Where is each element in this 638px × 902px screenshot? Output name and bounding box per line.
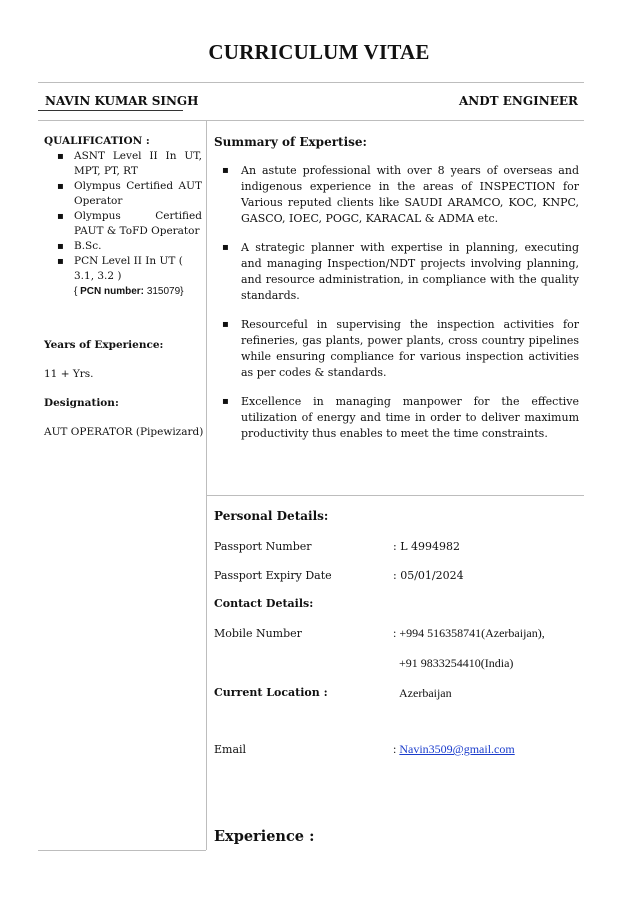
passport-expiry-label: Passport Expiry Date <box>214 569 332 582</box>
email-link[interactable]: Navin3509@gmail.com <box>399 742 515 756</box>
summary-item: ▪ Resourceful in supervising the inspection activities for refineries, gas plants, power plants, cross country pipelines while ensuring compliance for various inspection activities as per codes & standards. <box>214 317 579 381</box>
email-label: Email <box>214 743 247 756</box>
document-title: CURRICULUM VITAE <box>208 40 430 64</box>
left-bottom-rule <box>38 850 206 851</box>
passport-expiry-value: : 05/01/2024 <box>393 569 464 582</box>
contact-details-heading: Contact Details: <box>214 597 314 610</box>
summary-list <box>214 163 579 455</box>
passport-value: : L 4994982 <box>393 540 460 553</box>
summary-item: ▪ Excellence in managing manpower for the effective utilization of energy and time in order to deliver maximum productivity thus enables to meet the time constraints. <box>214 394 579 442</box>
summary-bottom-rule <box>206 495 584 496</box>
summary-item: ▪ An astute professional with over 8 years of overseas and indigenous experience in the areas of INSPECTION for Various reputed clients like SAUDI ARAMCO, KOC, KNPC, GASCO, IOEC, POGC, KARACAL & ADMA etc. <box>214 163 579 227</box>
email-prefix: : <box>393 742 397 756</box>
pcn-open-brace: { <box>74 286 78 297</box>
summary-item: ▪ A strategic planner with expertise in planning, executing and managing Inspection/NDT projects involving planning, and resource administration, in compliance with the quality standards. <box>214 240 579 304</box>
name-underline <box>38 110 183 111</box>
mobile-value-secondary: +91 9833254410(India) <box>399 656 514 670</box>
pcn-label: PCN number: <box>80 286 145 297</box>
passport-label: Passport Number <box>214 540 312 553</box>
candidate-name: NAVIN KUMAR SINGH <box>45 94 199 108</box>
qualification-item: ▪ B.Sc. <box>44 239 202 254</box>
designation-value: AUT OPERATOR (Pipewizard) <box>44 426 204 438</box>
qualification-heading: QUALIFICATION : <box>44 135 150 147</box>
qualification-item: ▪ Olympus Certified AUT Operator <box>44 179 202 209</box>
experience-heading: Experience : <box>214 828 315 845</box>
pcn-value: 315079} <box>146 286 184 297</box>
current-location-label: Current Location : <box>214 686 328 699</box>
name-bar <box>45 94 578 110</box>
column-divider <box>206 120 207 850</box>
current-location-value: Azerbaijan <box>399 686 452 700</box>
mobile-label: Mobile Number <box>214 627 302 640</box>
designation-heading: Designation: <box>44 397 119 409</box>
header-bottom-rule <box>38 120 584 121</box>
candidate-role: ANDT ENGINEER <box>458 94 578 108</box>
qualification-list <box>44 149 202 284</box>
personal-details-heading: Personal Details: <box>214 509 329 523</box>
header-top-rule <box>38 82 584 83</box>
qualification-section <box>44 134 202 299</box>
experience-years-value: 11 + Yrs. <box>44 368 94 380</box>
experience-years-heading: Years of Experience: <box>44 339 164 351</box>
pcn-number <box>44 284 202 299</box>
mobile-value-primary: : +994 516358741(Azerbaijan), <box>393 626 545 640</box>
qualification-item: ▪ Olympus Certified PAUT & ToFD Operator <box>44 209 202 239</box>
qualification-item: ▪ ASNT Level II In UT, MPT, PT, RT <box>44 149 202 179</box>
summary-heading: Summary of Expertise: <box>214 135 367 149</box>
email-field <box>393 742 515 757</box>
qualification-item: ▪ PCN Level II In UT ( 3.1, 3.2 ) <box>44 254 202 284</box>
